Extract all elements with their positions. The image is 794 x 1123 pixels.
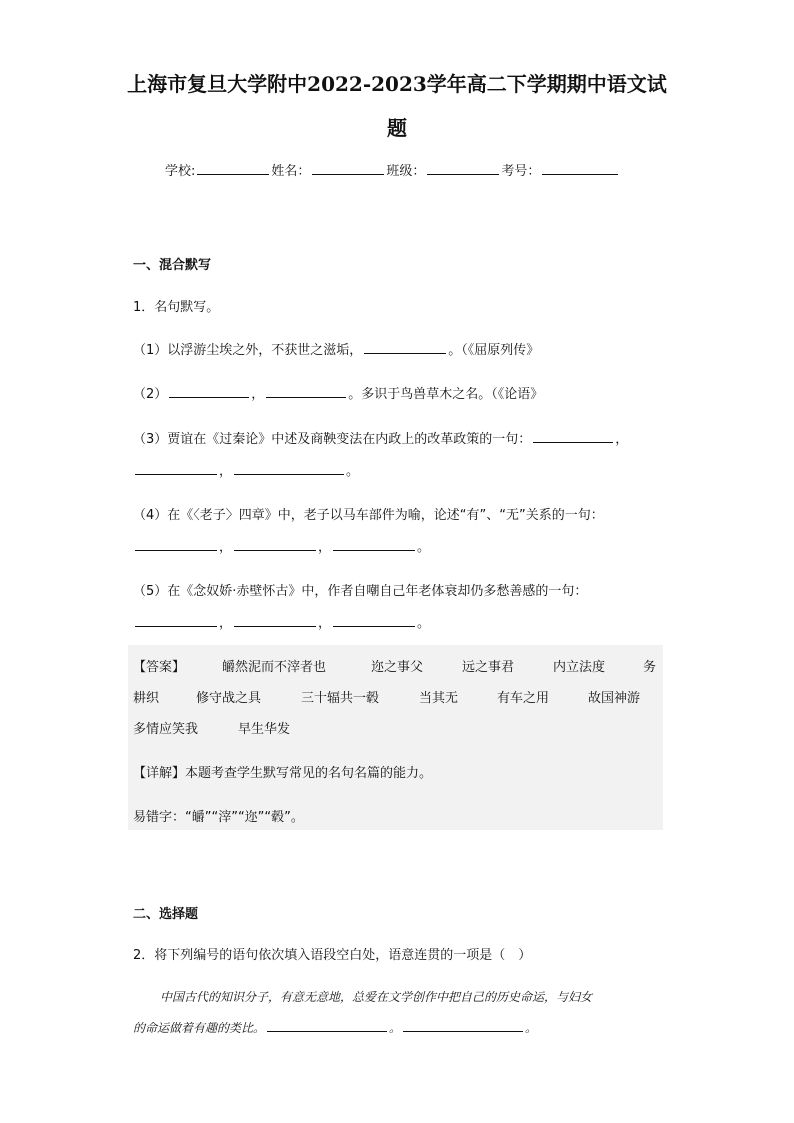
q1-5-blank-c[interactable] xyxy=(333,614,415,627)
q1-4-period: 。 xyxy=(417,540,431,555)
answer-item: 务 xyxy=(643,660,657,675)
question-1-item-5 xyxy=(133,580,587,599)
q1-4-comma: ， xyxy=(219,540,233,555)
q1-5-period: 。 xyxy=(417,616,431,631)
q1-3-text: （3）贾谊在《过秦论》中述及商鞅变法在内政上的改革政策的一句： xyxy=(133,432,532,447)
answer-item: 皭然泥而不滓者也 xyxy=(222,660,327,675)
section-heading-2: 二、选择题 xyxy=(133,907,199,922)
question-2-stem: 2．将下列编号的语句依次填入语段空白处，语意连贯的一项是（ ） xyxy=(133,948,532,963)
question-1-item-3 xyxy=(133,428,628,447)
q1-2-comma: ， xyxy=(251,387,265,402)
q1-4-blank-b[interactable] xyxy=(234,538,316,551)
q1-4-blank-a[interactable] xyxy=(135,538,217,551)
q1-4-text: （4）在《〈老子〉四章》中，老子以马车部件为喻，论述“有”、“无”关系的一句： xyxy=(133,508,604,523)
question-1-item-4-cont xyxy=(133,536,430,555)
answer-item: 多情应笑我 xyxy=(133,722,199,737)
q1-5-comma-2: ， xyxy=(318,616,332,631)
answer-item: 耕织 xyxy=(133,691,160,706)
q1-4-comma-2: ， xyxy=(318,540,332,555)
question-1-item-1 xyxy=(133,339,539,358)
name-blank[interactable] xyxy=(312,162,384,175)
answer-item: 修守战之具 xyxy=(196,691,262,706)
passage-blank-b[interactable] xyxy=(403,1019,523,1032)
q1-3-blank-a[interactable] xyxy=(533,430,613,443)
number-blank[interactable] xyxy=(542,162,618,175)
answer-item: 迩之事父 xyxy=(371,660,424,675)
passage-line-2 xyxy=(133,1019,537,1036)
q1-2-text: （2） xyxy=(133,387,168,402)
answer-item: 远之事君 xyxy=(462,660,515,675)
q1-3-blank-c[interactable] xyxy=(234,462,344,475)
question-1-item-3-cont xyxy=(133,460,359,479)
q1-5-blank-a[interactable] xyxy=(135,614,217,627)
school-blank[interactable] xyxy=(197,162,269,175)
passage-blank-a[interactable] xyxy=(267,1019,387,1032)
q1-5-comma: ， xyxy=(219,616,233,631)
answer-detail: 【详解】本题考查学生默写常见的名句名篇的能力。 xyxy=(133,766,433,781)
passage-period: 。 xyxy=(389,1021,402,1035)
passage-period-2: 。 xyxy=(525,1021,538,1035)
q1-3-blank-b[interactable] xyxy=(135,462,217,475)
section-heading-1: 一、混合默写 xyxy=(133,258,212,273)
number-label: 考号： xyxy=(501,164,541,179)
answer-item: 内立法度 xyxy=(553,660,606,675)
answer-item: 早生华发 xyxy=(238,722,291,737)
page-title-continued: 题 xyxy=(387,116,407,140)
q1-5-text: （5）在《念奴娇·赤壁怀古》中，作者自嘲自己年老体衰却仍多愁善感的一句： xyxy=(133,584,588,599)
answer-label: 【答案】 xyxy=(133,660,186,675)
q1-3-period: 。 xyxy=(346,464,360,479)
answer-item: 有车之用 xyxy=(497,691,550,706)
student-info-row xyxy=(165,160,620,179)
passage-text: 的命运做着有趣的类比。 xyxy=(133,1021,266,1035)
q1-2-blank-b[interactable] xyxy=(266,385,346,398)
q1-1-text: （1）以浮游尘埃之外，不获世之滋垢， xyxy=(133,343,363,358)
class-blank[interactable] xyxy=(427,162,499,175)
question-1-item-2 xyxy=(133,383,543,402)
question-1-item-5-cont xyxy=(133,612,430,631)
q1-2-source: 。多识于鸟兽草木之名。（《论语》 xyxy=(348,387,544,402)
q1-2-blank-a[interactable] xyxy=(169,385,249,398)
answer-typos: 易错字：“皭”“滓”“迩”“毂”。 xyxy=(133,810,304,825)
passage-line-1: 中国古代的知识分子，有意无意地，总爱在文学创作中把自己的历史命运，与妇女 xyxy=(160,990,593,1004)
q1-1-source: 。（《屈原列传》 xyxy=(448,343,540,358)
answer-item: 三十辐共一毂 xyxy=(301,691,380,706)
name-label: 姓名： xyxy=(271,164,311,179)
page-title: 上海市复旦大学附中2022-2023学年高二下学期期中语文试 xyxy=(127,72,667,96)
class-label: 班级： xyxy=(386,164,426,179)
answer-item: 故国神游 xyxy=(588,691,641,706)
school-label: 学校: xyxy=(165,164,196,179)
q1-5-blank-b[interactable] xyxy=(234,614,316,627)
q1-4-blank-c[interactable] xyxy=(333,538,415,551)
answer-item: 当其无 xyxy=(419,691,459,706)
q1-3-comma: ， xyxy=(615,432,629,447)
q1-1-blank[interactable] xyxy=(364,341,446,354)
question-1-stem: 1．名句默写。 xyxy=(133,300,220,315)
question-1-item-4 xyxy=(133,504,604,523)
q1-3-comma-2: ， xyxy=(219,464,233,479)
